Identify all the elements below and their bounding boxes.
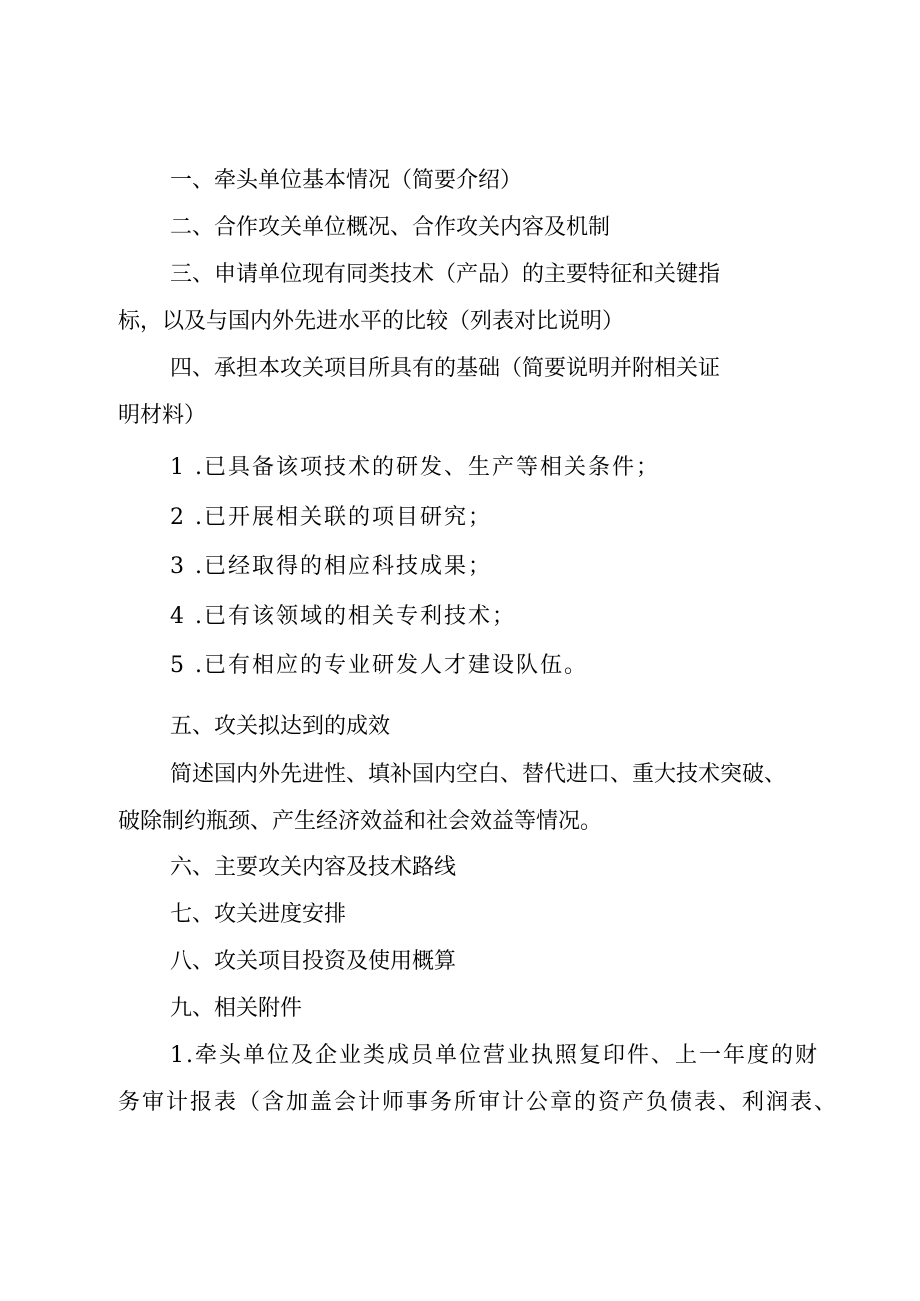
section-9-heading: 九、相关附件 — [170, 996, 303, 1021]
section-2-heading: 二、合作攻关单位概况、合作攻关内容及机制 — [170, 215, 611, 240]
section-4-item-4: 4 .已有该领域的相关专利技术； — [170, 604, 516, 629]
section-4-heading: 四、承担本攻关项目所具有的基础（简要说明并附相关证 — [170, 356, 721, 381]
section-6-heading: 六、主要攻关内容及技术路线 — [170, 855, 457, 880]
section-3-heading: 三、申请单位现有同类技术（产品）的主要特征和关键指 — [170, 262, 721, 287]
section-1-heading: 一、牵头单位基本情况（简要介绍） — [170, 168, 523, 193]
section-4-item-5: 5 .已有相应的专业研发人才建设队伍。 — [170, 653, 588, 678]
section-8-heading: 八、攻关项目投资及使用概算 — [170, 949, 457, 974]
section-5-body-line-2: 破除制约瓶颈、产生经济效益和社会效益等情况。 — [118, 809, 603, 834]
section-3-heading-cont: 标，以及与国内外先进水平的比较（列表对比说明） — [118, 309, 625, 334]
section-9-body-line-2: 务审计报表（含加盖会计师事务所审计公章的资产负债表、利润表、 — [118, 1090, 839, 1115]
section-5-heading: 五、攻关拟达到的成效 — [170, 714, 391, 739]
section-4-item-3: 3 .已经取得的相应科技成果； — [170, 554, 492, 579]
section-7-heading: 七、攻关进度安排 — [170, 902, 347, 927]
section-9-body-line-1: 1.牵头单位及企业类成员单位营业执照复印件、上一年度的财 — [170, 1043, 819, 1068]
section-4-item-1: 1 .已具备该项技术的研发、生产等相关条件； — [170, 455, 660, 480]
section-4-item-2: 2 .已开展相关联的项目研究； — [170, 505, 492, 530]
section-4-heading-cont: 明材料） — [118, 403, 207, 428]
section-5-body-line-1: 简述国内外先进性、填补国内空白、替代进口、重大技术突破、 — [170, 762, 787, 787]
